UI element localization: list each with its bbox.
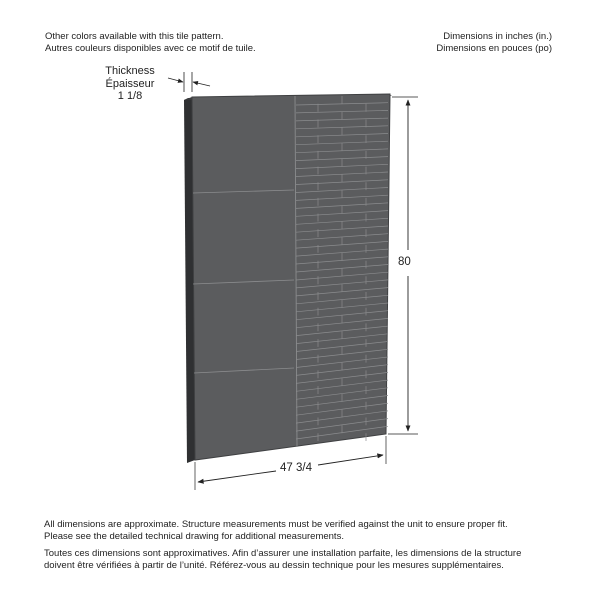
thickness-dimension xyxy=(168,72,210,92)
approx-note-en-line2: Please see the detailed technical drawing for additional measurements. xyxy=(44,530,344,542)
approx-note-en xyxy=(44,519,564,542)
approx-note-en-line1: All dimensions are approximate. Structure measurements must be verified against the unit to ensure proper fit. xyxy=(44,519,508,530)
units-note-fr: Dimensions en pouces (po) xyxy=(436,42,552,54)
thickness-label xyxy=(100,65,160,103)
panel-face xyxy=(192,94,390,460)
thickness-label-en: Thickness xyxy=(105,65,155,77)
units-note-en: Dimensions in inches (in.) xyxy=(443,31,552,42)
color-note-en: Other colors available with this tile pattern. xyxy=(45,31,224,42)
approx-note-fr xyxy=(44,548,564,571)
color-note-fr: Autres couleurs disponibles avec ce motif de tuile. xyxy=(45,42,256,54)
thickness-value: 1 1/8 xyxy=(117,90,143,102)
thickness-label-fr: Épaisseur xyxy=(105,77,155,90)
approx-note-fr-line1: Toutes ces dimensions sont approximatives. Afin d’assurer une installation parfaite, les dimensions de la structure xyxy=(44,548,522,559)
width-value: 47 3/4 xyxy=(280,462,312,474)
approx-note-fr-line2: doivent être vérifiées à partir de l’unité. Référez-vous au dessin technique pour les mesures supplémentaires. xyxy=(44,559,504,571)
height-value: 80 xyxy=(398,256,411,268)
